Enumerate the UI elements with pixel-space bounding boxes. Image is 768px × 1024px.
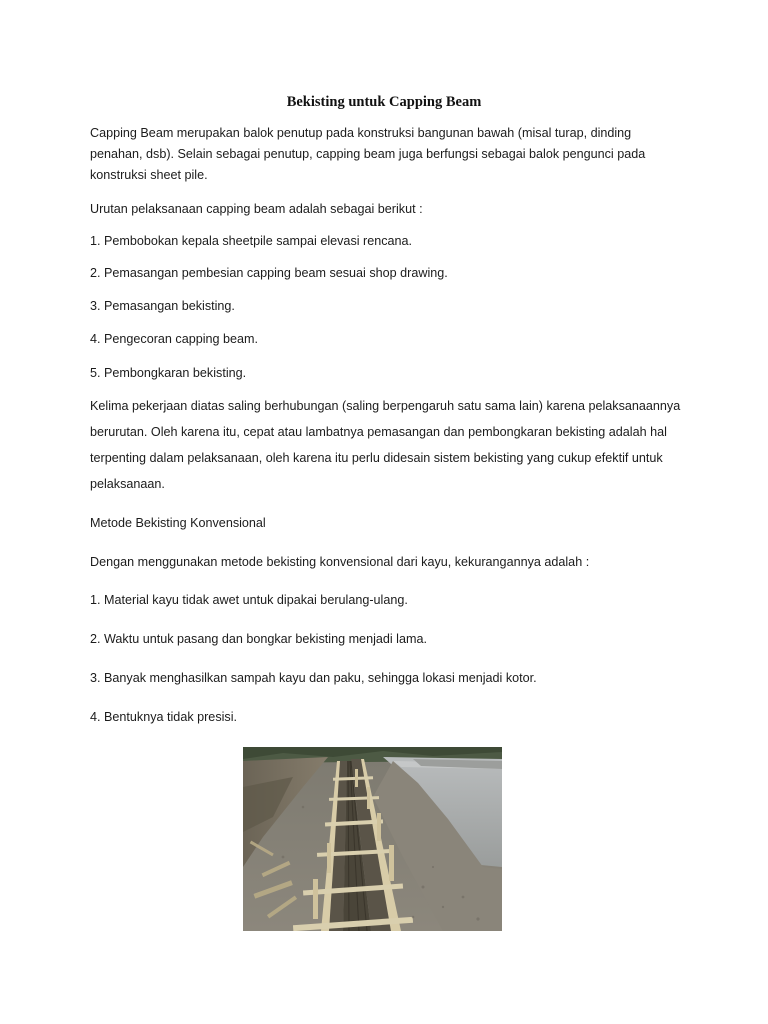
intro-line-3: konstruksi sheet pile. (90, 168, 208, 182)
step-item: 2. Pemasangan pembesian capping beam sesuai shop drawing. (90, 266, 448, 280)
step-item: 5. Pembongkaran bekisting. (90, 366, 247, 380)
step-item: 1. Pembobokan kepala sheetpile sampai elevasi rencana. (90, 234, 413, 248)
capping-beam-photo (243, 747, 502, 931)
step-item: 3. Pemasangan bekisting. (90, 299, 235, 313)
sequence-intro: Urutan pelaksanaan capping beam adalah sebagai berikut : (90, 202, 423, 216)
intro-line-2: penahan, dsb). Selain sebagai penutup, capping beam juga berfungsi sebagai balok pengunci pada (90, 147, 646, 161)
explanation-line-3: terpenting dalam pelaksanaan, oleh karena itu perlu didesain sistem bekisting yang cukup efektif untuk (90, 451, 663, 465)
explanation-line-1: Kelima pekerjaan diatas saling berhubungan (saling berpengaruh satu sama lain) karena pelaksanaannya (90, 399, 681, 413)
explanation-line-2: berurutan. Oleh karena itu, cepat atau lambatnya pemasangan dan pembongkaran bekisting adalah hal (90, 425, 667, 439)
document-title: Bekisting untuk Capping Beam (286, 94, 482, 110)
disadvantage-item: 3. Banyak menghasilkan sampah kayu dan paku, sehingga lokasi menjadi kotor. (90, 671, 537, 685)
section-heading: Metode Bekisting Konvensional (90, 516, 266, 530)
intro-line-1: Capping Beam merupakan balok penutup pada konstruksi bangunan bawah (misal turap, dinding (90, 126, 632, 140)
disadvantage-item: 1. Material kayu tidak awet untuk dipakai berulang-ulang. (90, 593, 408, 607)
disadvantage-item: 4. Bentuknya tidak presisi. (90, 710, 238, 724)
step-item: 4. Pengecoran capping beam. (90, 332, 259, 346)
explanation-line-4: pelaksanaan. (90, 477, 165, 491)
disadvantage-item: 2. Waktu untuk pasang dan bongkar bekisting menjadi lama. (90, 632, 427, 646)
disadvantages-intro: Dengan menggunakan metode bekisting konvensional dari kayu, kekurangannya adalah : (90, 555, 590, 569)
